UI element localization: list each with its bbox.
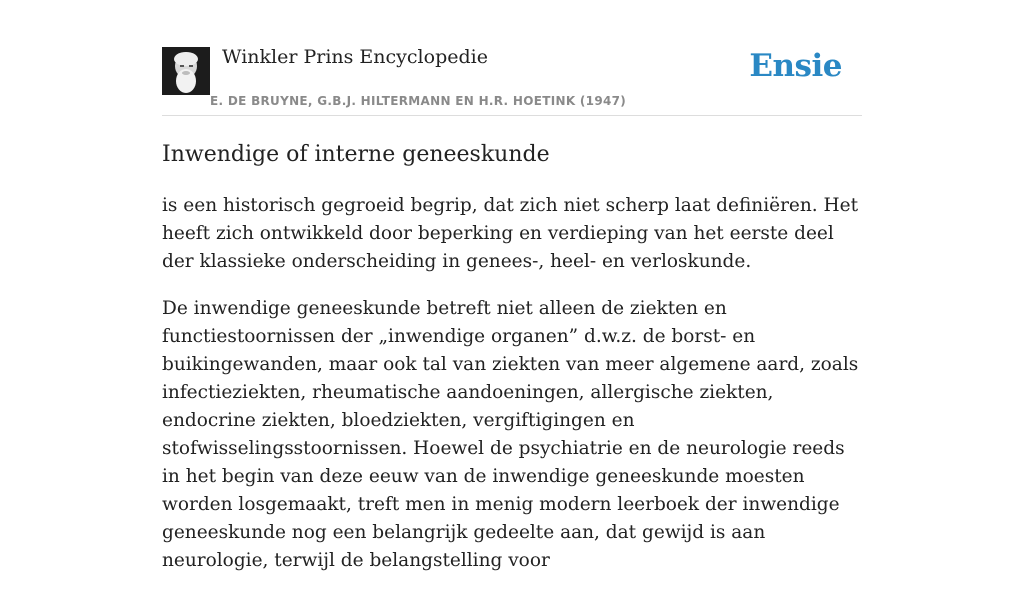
brand-logo[interactable]: Ensie [749,48,842,84]
author-avatar[interactable] [162,47,210,95]
source-header [162,44,862,116]
article [162,140,862,594]
portrait-icon [162,47,210,95]
article-paragraph: De inwendige geneeskunde betreft niet alleen de ziekten en functiestoornissen der „inwendige organen” d.w.z. de borst- en buikingewanden, maar ook tal van ziekten van meer algemene aard, zoals infectieziekten, rheumatische aandoeningen, allergische ziekten, endocrine ziekten, bloedziekten, vergiftigingen en stofwisselingsstoornissen. Hoewel de psychiatrie en de neurologie reeds in het begin van deze eeuw van de inwendige geneeskunde moesten worden losgemaakt, treft men in menig modern leerboek der inwendige geneeskunde nog een belangrijk gedeelte aan, dat gewijd is aan neurologie, terwijl de belangstelling voor [162,298,859,571]
source-authors: E. DE BRUYNE, G.B.J. HILTERMANN EN H.R. HOETINK (1947) [210,94,627,108]
article-title: Inwendige of interne geneeskunde [162,142,550,167]
source-title[interactable]: Winkler Prins Encyclopedie [222,46,488,68]
article-paragraph: is een historisch gegroeid begrip, dat zich niet scherp laat definiëren. Het heeft zich ontwikkeld door beperking en verdieping van het eerste deel der klassieke onderscheiding in genees-, heel- en verloskunde. [162,195,859,272]
